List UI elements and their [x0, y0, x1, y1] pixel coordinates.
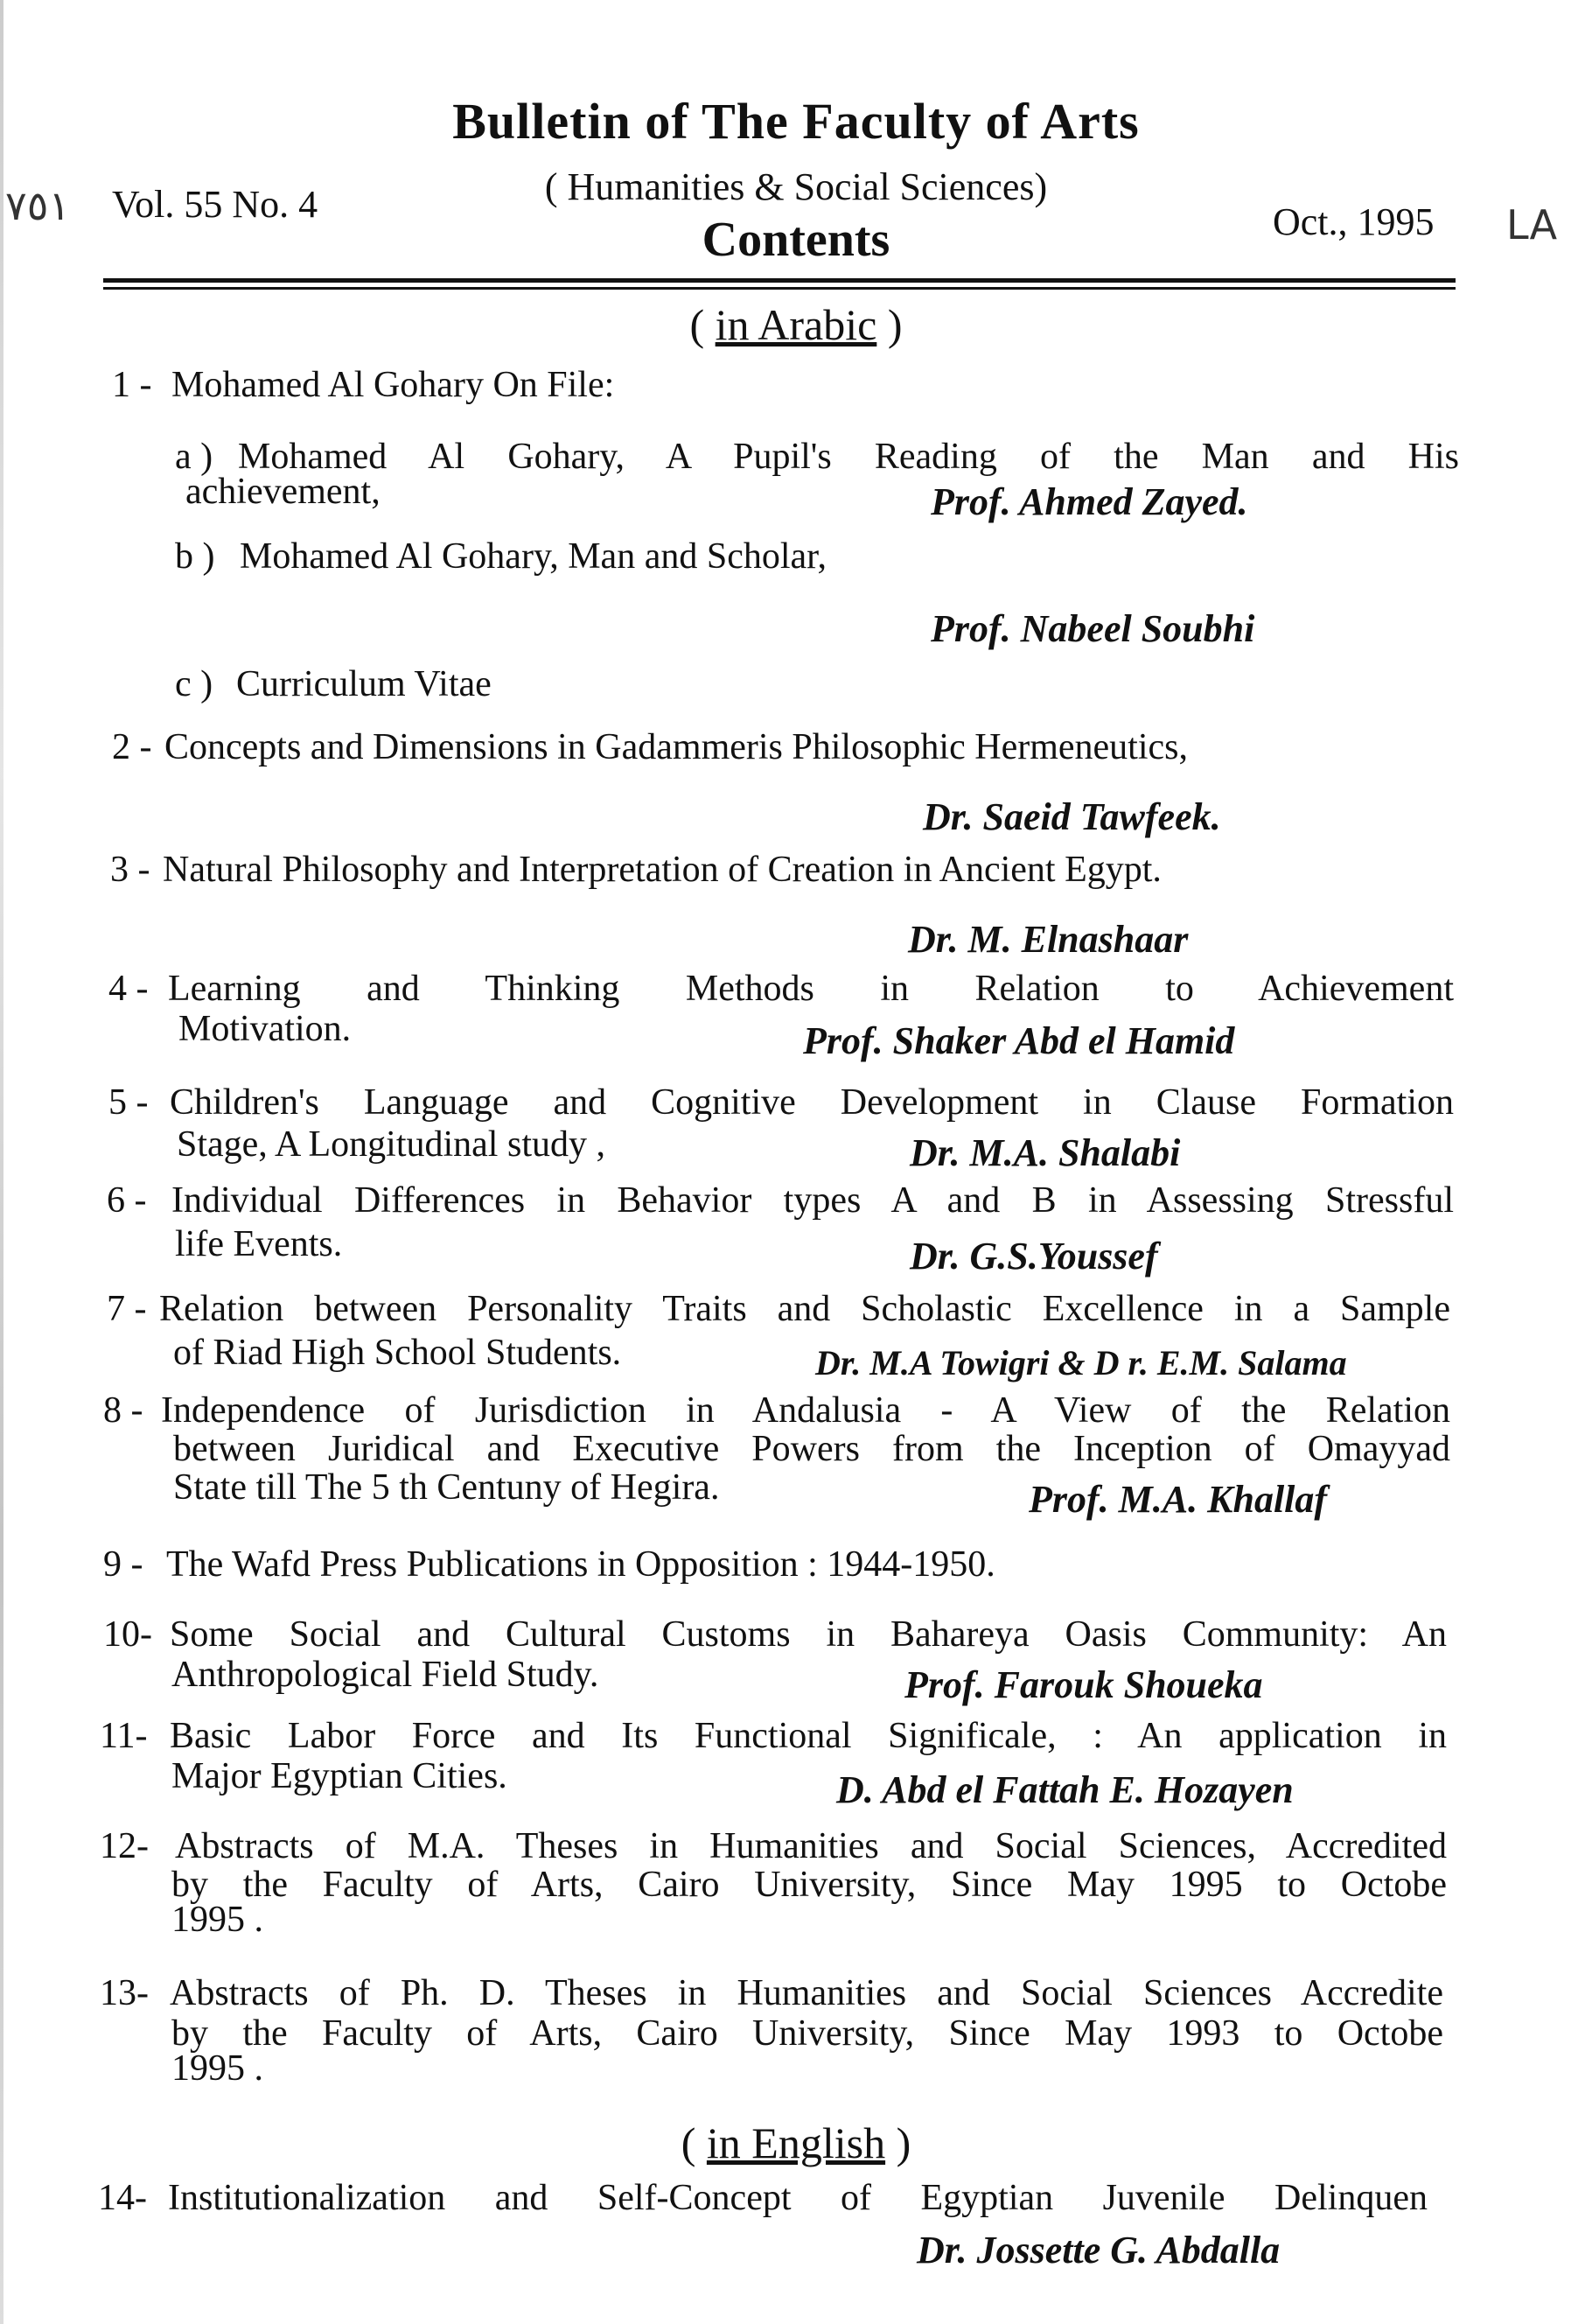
- entry-number: 5 -: [108, 1082, 149, 1123]
- entry-title-line: life Events.: [175, 1224, 343, 1264]
- section-arabic: ( in Arabic ): [689, 300, 903, 349]
- entry-13: [100, 1974, 1443, 2012]
- entry-title-line: Major Egyptian Cities.: [171, 1756, 507, 1796]
- entry-title-line: Children's Language and Cognitive Development in Clause Formation: [170, 1082, 1454, 1123]
- entry-title-line: Learning and Thinking Methods in Relation to Achievement: [168, 969, 1454, 1009]
- entry-title-line: 1995 .: [171, 2048, 263, 2089]
- entry-author: Dr. M.A. Shalabi: [910, 1131, 1181, 1174]
- entry-title-line: achievement,: [185, 472, 381, 512]
- entry-12: [100, 1827, 1447, 1866]
- entry-title: Mohamed Al Gohary On File:: [171, 365, 615, 405]
- entry-number: 11-: [100, 1716, 148, 1756]
- section-english: ( in English ): [681, 2118, 911, 2167]
- entry-title: Concepts and Dimensions in Gadammeris Philosophic Hermeneutics,: [164, 727, 1188, 767]
- header-rule-thick: [103, 278, 1456, 283]
- entry-title-line: Abstracts of Ph. D. Theses in Humanities and Social Sciences Accredite: [170, 1973, 1443, 2013]
- entry-4: [108, 970, 1454, 1008]
- entry-6: [107, 1181, 1454, 1220]
- entry-number: 9 -: [103, 1544, 143, 1585]
- entry-title-line: Independence of Jurisdiction in Andalusia - A View of the Relation: [161, 1390, 1450, 1431]
- issue-date: Oct., 1995: [1273, 200, 1435, 243]
- section-arabic-label: in Arabic: [715, 300, 877, 349]
- entry-number: 12-: [100, 1826, 149, 1866]
- handwritten-note-right: LA: [1506, 201, 1558, 248]
- entry-number: 2 -: [112, 727, 152, 767]
- entry-10: [103, 1615, 1447, 1654]
- entry-14: [98, 2179, 1428, 2217]
- entry-title-line: Institutionalization and Self-Concept of Egyptian Juvenile Delinquen: [168, 2178, 1428, 2218]
- header-rule-thin: [103, 287, 1456, 290]
- entry-author: Dr. G.S.Youssef: [910, 1235, 1158, 1278]
- entry-title-line: Mohamed Al Gohary, A Pupil's Reading of the Man and His: [238, 437, 1459, 477]
- entry-title-line: between Juridical and Executive Powers from the Inception of Omayyad: [173, 1429, 1450, 1469]
- entry-author: Dr. M.A Towigri & D r. E.M. Salama: [815, 1343, 1347, 1382]
- bulletin-title: Bulletin of The Faculty of Arts: [452, 93, 1140, 150]
- entry-title-line: by the Faculty of Arts, Cairo University, Since May 1993 to Octobe: [171, 2013, 1443, 2054]
- entry-number: 1 -: [112, 365, 152, 405]
- entry-title-line: Stage, A Longitudinal study ,: [177, 1124, 605, 1165]
- entry-11: [100, 1717, 1447, 1755]
- entry-number: 7 -: [107, 1289, 147, 1329]
- entry-author: Dr. M. Elnashaar: [908, 918, 1189, 961]
- entry-title-line: Individual Differences in Behavior types A and B in Assessing Stressful: [171, 1180, 1454, 1221]
- entry-title-line: Some Social and Cultural Customs in Bahareya Oasis Community: An: [170, 1614, 1447, 1655]
- entry-number: b ): [175, 536, 215, 577]
- entry-author: Prof. Farouk Shoueka: [904, 1663, 1263, 1706]
- entry-number: 14-: [98, 2178, 147, 2218]
- section-english-label: in English: [706, 2118, 886, 2167]
- entry-title: Curriculum Vitae: [236, 664, 492, 704]
- bulletin-subtitle: ( Humanities & Social Sciences): [544, 165, 1048, 208]
- entry-number: 13-: [100, 1973, 149, 2013]
- entry-title-line: Motivation.: [178, 1009, 352, 1049]
- entry-title: Natural Philosophy and Interpretation of Creation in Ancient Egypt.: [163, 850, 1162, 890]
- entry-number: 10-: [103, 1614, 152, 1655]
- entry-title-line: 1995 .: [171, 1900, 263, 1940]
- volume-number: Vol. 55 No. 4: [112, 183, 318, 226]
- entry-title-line: of Riad High School Students.: [173, 1333, 622, 1373]
- entry-title-line: by the Faculty of Arts, Cairo University, Since May 1995 to Octobe: [171, 1865, 1447, 1905]
- entry-number: c ): [175, 664, 213, 704]
- entry-title: The Wafd Press Publications in Opposition : 1944-1950.: [166, 1544, 995, 1585]
- entry-title-line: Anthropological Field Study.: [171, 1655, 599, 1695]
- entry-title-line: Basic Labor Force and Its Functional Significale, : An application in: [170, 1716, 1447, 1756]
- entry-author: Prof. Nabeel Soubhi: [931, 607, 1255, 650]
- entry-title-line: Abstracts of M.A. Theses in Humanities and Social Sciences, Accredited: [175, 1826, 1447, 1866]
- entry-author: Prof. Ahmed Zayed.: [931, 480, 1248, 523]
- entry-author: D. Abd el Fattah E. Hozayen: [836, 1768, 1294, 1811]
- entry-5: [108, 1083, 1454, 1122]
- handwritten-note-left: ٧٥١: [5, 182, 71, 229]
- entry-7: [107, 1290, 1450, 1328]
- entry-author: Dr. Jossette G. Abdalla: [917, 2229, 1281, 2272]
- entry-number: a ): [175, 437, 213, 477]
- entry-author: Dr. Saeid Tawfeek.: [923, 795, 1221, 838]
- contents-heading: Contents: [702, 213, 890, 267]
- entry-title-line: State till The 5 th Centuny of Hegira.: [173, 1467, 720, 1508]
- entry-8: [103, 1391, 1450, 1430]
- entry-number: 3 -: [110, 850, 150, 890]
- entry-author: Prof. Shaker Abd el Hamid: [803, 1019, 1235, 1062]
- entry-title-line: Relation between Personality Traits and Scholastic Excellence in a Sample: [159, 1289, 1450, 1329]
- entry-title: Mohamed Al Gohary, Man and Scholar,: [240, 536, 827, 577]
- entry-number: 8 -: [103, 1390, 143, 1431]
- entry-number: 4 -: [108, 969, 149, 1009]
- entry-number: 6 -: [107, 1180, 147, 1221]
- entry-author: Prof. M.A. Khallaf: [1029, 1478, 1328, 1521]
